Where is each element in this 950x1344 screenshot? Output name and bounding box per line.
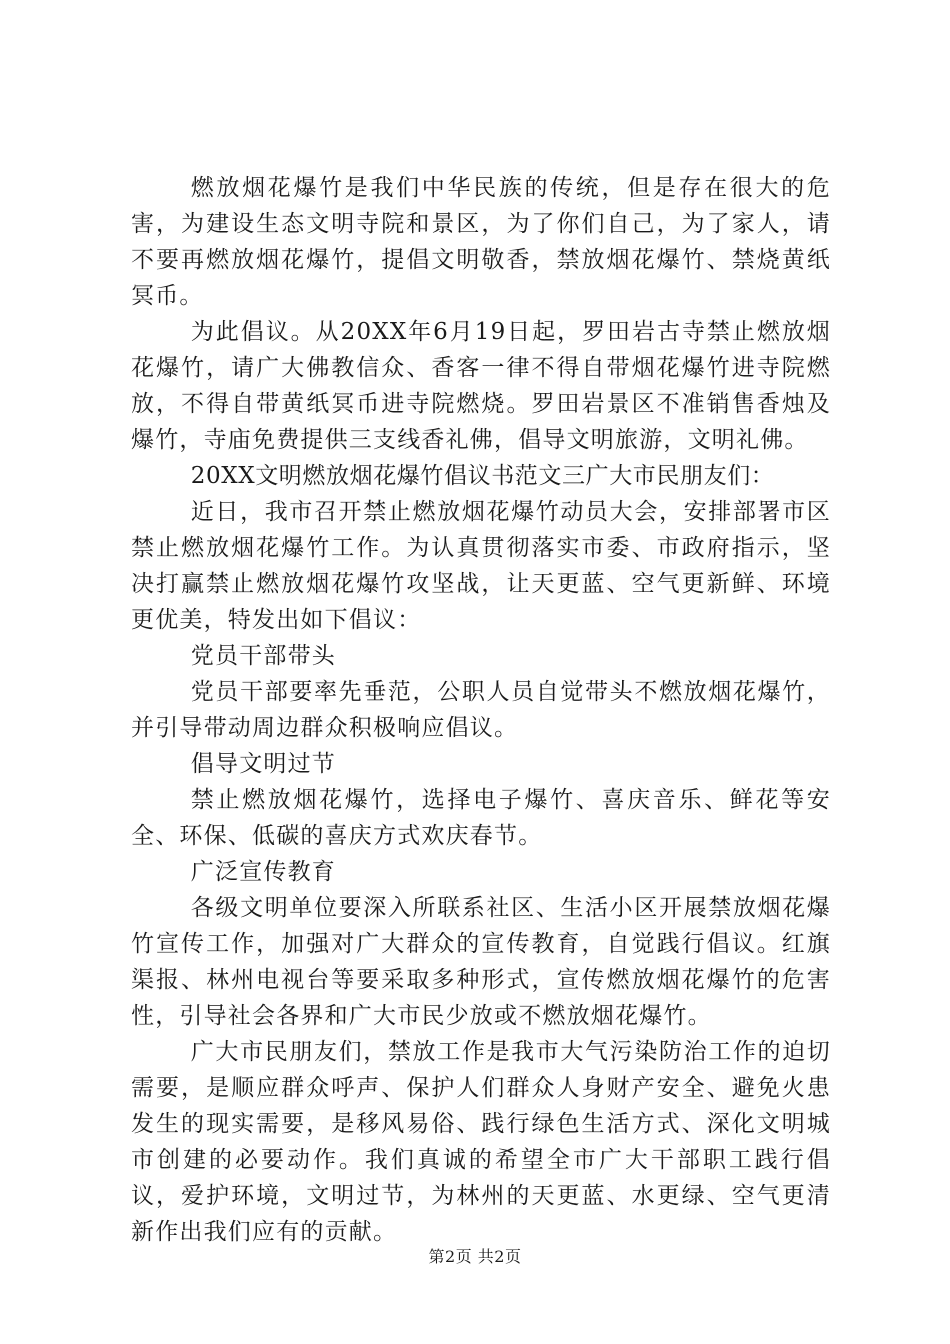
paragraph-proposal-title: 20XX文明燃放烟花爆竹倡议书范文三广大市民朋友们： xyxy=(190,463,775,489)
paragraph-civilized-festival: 禁止燃放烟花爆竹，选择电子爆竹、喜庆音乐、鲜花等安全、环保、低碳的喜庆方式欢庆春节。 xyxy=(131,787,831,849)
paragraph-city-meeting: 近日，我市召开禁止燃放烟花爆竹动员大会，安排部署市区禁止燃放烟花爆竹工作。为认真贯彻落实市委、市政府指示，坚决打赢禁止燃放烟花爆竹攻坚战，让天更蓝、空气更新鲜、环境更优美，特发出如下倡议： xyxy=(131,499,831,633)
heading-publicity-education: 广泛宣传教育 xyxy=(190,859,336,885)
paragraph-temple-ban: 为此倡议。从20XX年6月19日起，罗田岩古寺禁止燃放烟花爆竹，请广大佛教信众、香客一律不得自带烟花爆竹进寺院燃放，不得自带黄纸冥币进寺院燃烧。罗田岩景区不准销售香烛及爆竹，寺庙免费提供三支线香礼佛，倡导文明旅游，文明礼佛。 xyxy=(131,319,831,453)
paragraph-party-members: 党员干部要率先垂范，公职人员自觉带头不燃放烟花爆竹，并引导带动周边群众积极响应倡议。 xyxy=(131,679,831,741)
document-body xyxy=(131,170,831,1250)
heading-party-members-lead: 党员干部带头 xyxy=(190,643,336,669)
page-number-footer: 第2页 共2页 xyxy=(428,1247,522,1266)
paragraph-danger-of-fireworks: 燃放烟花爆竹是我们中华民族的传统，但是存在很大的危害，为建设生态文明寺院和景区，为了你们自己，为了家人，请不要再燃放烟花爆竹，提倡文明敬香，禁放烟花爆竹、禁烧黄纸冥币。 xyxy=(131,175,831,309)
paragraph-closing-appeal: 广大市民朋友们，禁放工作是我市大气污染防治工作的迫切需要，是顺应群众呼声、保护人们群众人身财产安全、避免火患发生的现实需要，是移风易俗、践行绿色生活方式、深化文明城市创建的必要动作。我们真诚的希望全市广大干部职工践行倡议，爱护环境，文明过节，为林州的天更蓝、水更绿、空气更清新作出我们应有的贡献。 xyxy=(131,1039,831,1245)
paragraph-publicity-education: 各级文明单位要深入所联系社区、生活小区开展禁放烟花爆竹宣传工作，加强对广大群众的宣传教育，自觉践行倡议。红旗渠报、林州电视台等要采取多种形式，宣传燃放烟花爆竹的危害性，引导社会各界和广大市民少放或不燃放烟花爆竹。 xyxy=(131,895,831,1029)
heading-civilized-festival: 倡导文明过节 xyxy=(190,751,336,777)
